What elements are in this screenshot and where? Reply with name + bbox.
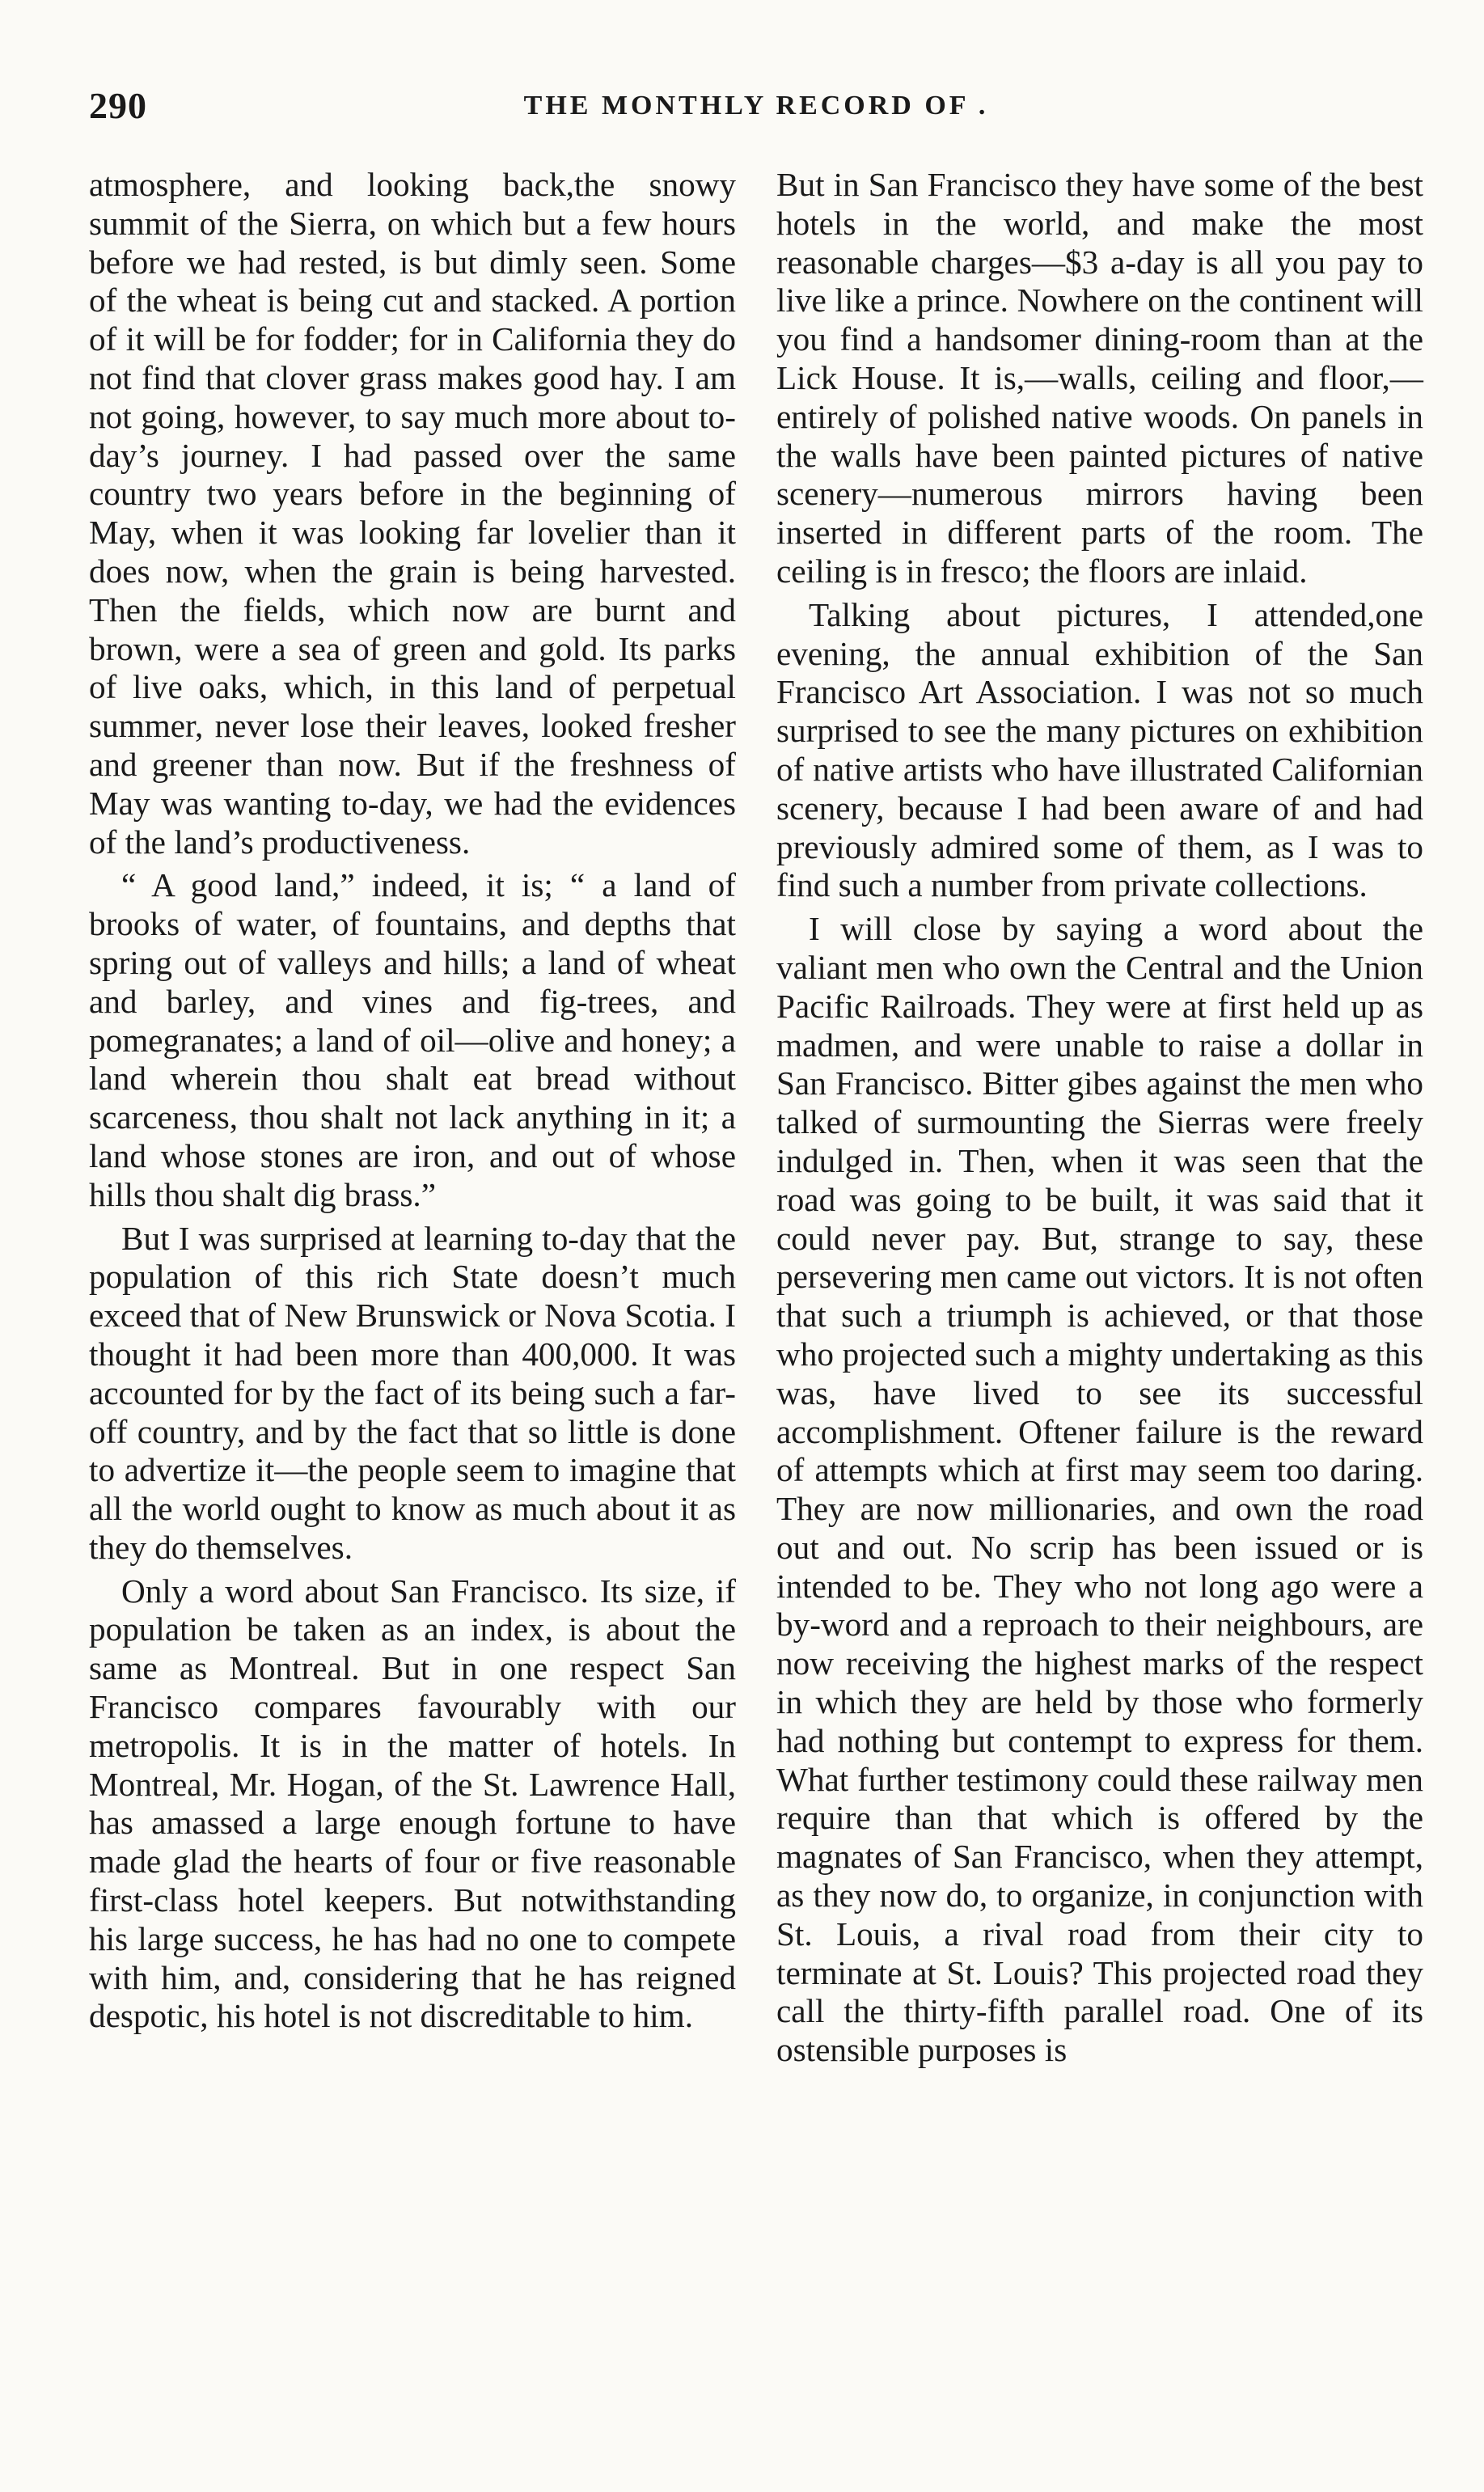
paragraph: “ A good land,” indeed, it is; “ a land of brooks of water, of fountains, and depths that spring out of valleys and hills; a land of wheat and barley, and vines and fig-trees, and pomegranates; a land of oil—olive and honey; a land wherein thou shalt eat bread without scarceness, thou shalt not lack anything in it; a land whose stones are iron, and out of whose hills thou shalt dig brass.” [89,866,736,1213]
page-header [89,84,1423,141]
paragraph: Talking about pictures, I attended,one evening, the annual exhibition of the San Francisco Art Association. I was not so much surprised to see the many pictures on exhibition of native artists who have illustrated Californian scenery, because I had been aware of and had previously admired some of them, as I was to find such a number from private collections. [776,595,1423,904]
paragraph: I will close by saying a word about the valiant men who own the Central and the Union Pacific Railroads. They were at first held up as madmen, and were unable to raise a dollar in San Francisco. Bitter gibes against the men who talked of surmounting the Sierras were freely indulged in. Then, when it was seen that the road was going to be built, it was said that it could never pay. But, strange to say, these persevering men came out victors. It is not often that such a triumph is achieved, or that those who projected such a mighty undertaking as this was, have lived to see its successful accomplishment. Oftener failure is the reward of attempts which at first may seem too daring. They are now millionaries, and own the road out and out. No scrip has been issued or is intended to be. They who not long ago were a by-word and a reproach to their neighbours, are now receiving the highest marks of the respect in which they are held by those who formerly had nothing but contempt to express for them. What further testimony could these railway men require than that which is offered by the magnates of San Francisco, when they attempt, as they now do, to organize, in conjunction with St. Louis, a rival road from their city to terminate at St. Louis? This projected road they call the thirty-fifth parallel road. One of its ostensible purposes is [776,910,1423,2069]
paragraph: But I was surprised at learning to-day that the population of this rich State doesn’t much exceed that of New Brunswick or Nova Scotia. I thought it had been more than 400,000. It was accounted for by the fact of its being such a far-off country, and by the fact that so little is done to advertize it—the people seem to imagine that all the world ought to know as much about it as they do themselves. [89,1219,736,1566]
page-number: 290 [89,85,147,126]
left-column [89,166,736,2036]
paragraph: Only a word about San Francisco. Its size, if population be taken as an index, is about the same as Montreal. But in one respect San Francisco compares favourably with our metropolis. It is in the matter of hotels. In Montreal, Mr. Hogan, of the St. Lawrence Hall, has amassed a large enough fortune to have made glad the hearts of four or five reasonable first-class hotel keepers. But notwithstanding his large success, he has had no one to compete with him, and, considering that he has reigned despotic, his hotel is not discreditable to him. [89,1572,736,2035]
running-title: THE MONTHLY RECORD OF . [523,91,989,121]
right-column [776,166,1423,2070]
paragraph: atmosphere, and looking back,the snowy summit of the Sierra, on which but a few hours before we had rested, is but dimly seen. Some of the wheat is being cut and stacked. A portion of it will be for fodder; for in California they do not find that clover grass makes good hay. I am not going, however, to say much more about to-day’s journey. I had passed over the same country two years before in the beginning of May, when it was looking far lovelier than it does now, when the grain is being harvested. Then the fields, which now are burnt and brown, were a sea of green and gold. Its parks of live oaks, which, in this land of perpetual summer, never lose their leaves, looked fresher and greener than now. But if the freshness of May was wanting to-day, we had the evidences of the land’s productiveness. [89,166,736,861]
paragraph: But in San Francisco they have some of the best hotels in the world, and make the most reasonable charges—$3 a-day is all you pay to live like a prince. Nowhere on the continent will you find a handsomer dining-room than at the Lick House. It is,—walls, ceiling and floor,—entirely of polished native woods. On panels in the walls have been painted pictures of native scenery—numerous mirrors having been inserted in different parts of the room. The ceiling is in fresco; the floors are inlaid. [776,166,1423,590]
